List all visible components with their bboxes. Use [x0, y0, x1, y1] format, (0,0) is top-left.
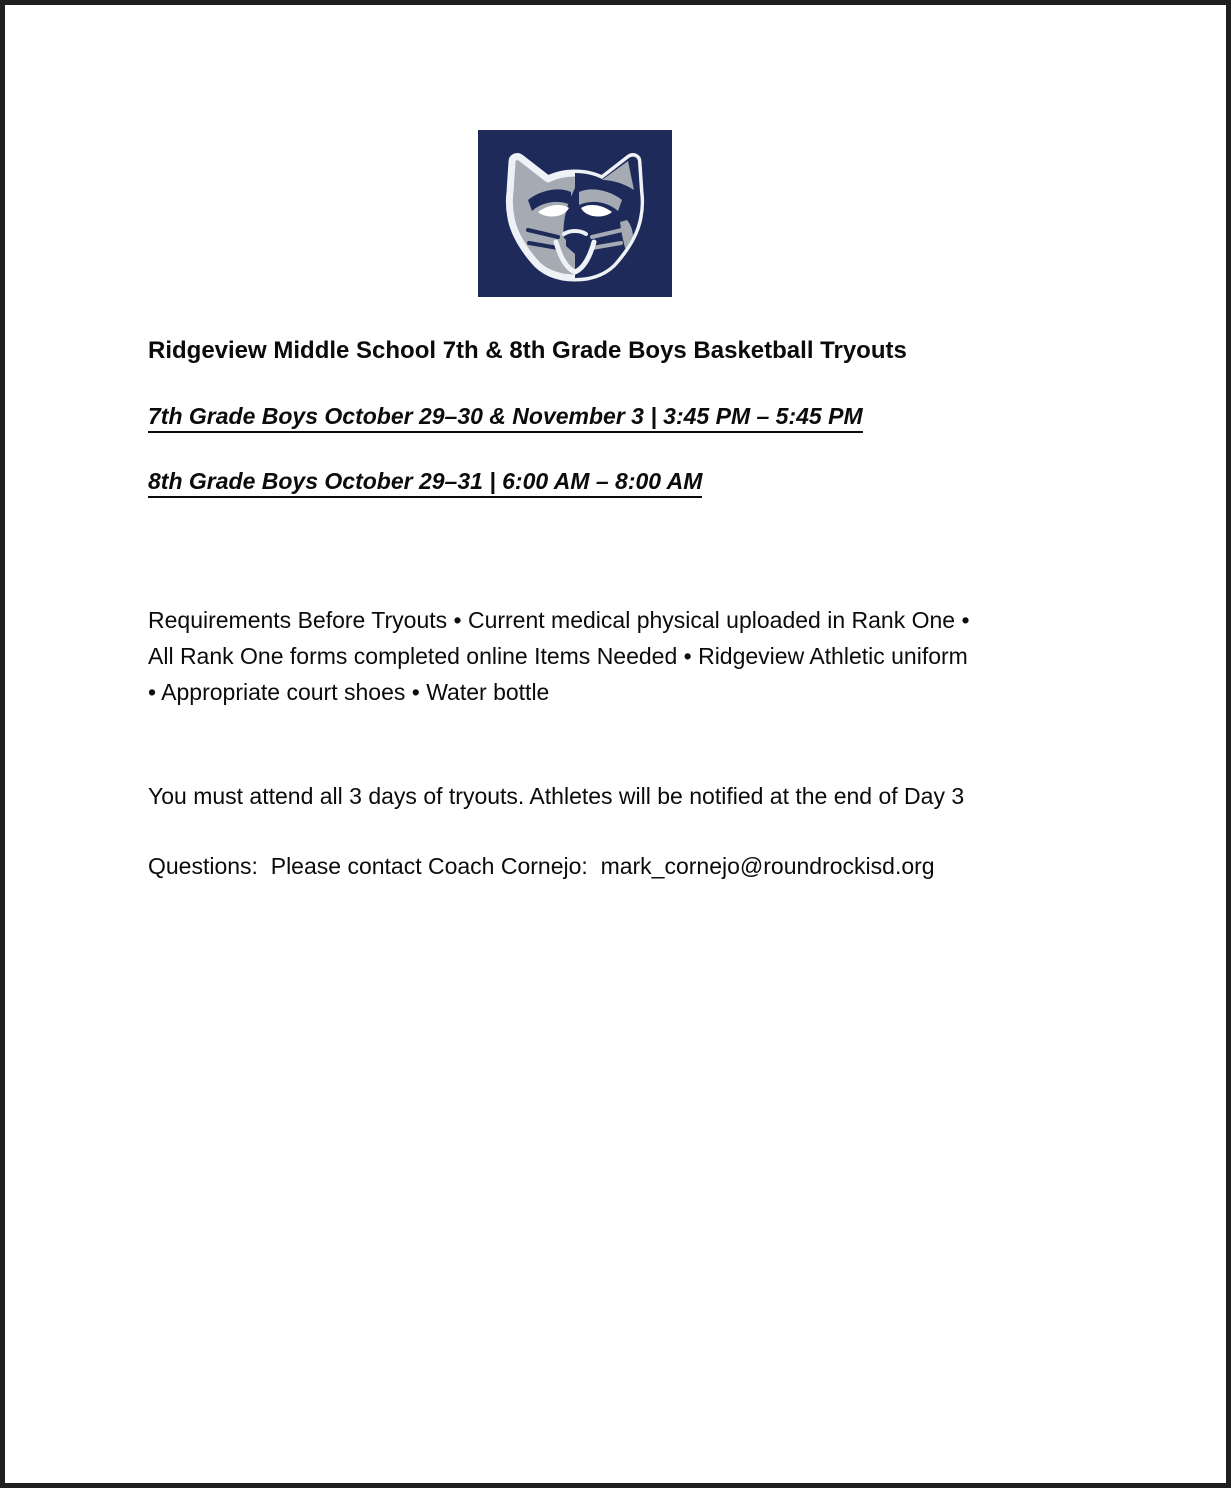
schedule-7th-grade — [148, 402, 1086, 430]
schedule-7th-grade-text: 7th Grade Boys October 29–30 & November 3 | 3:45 PM – 5:45 PM — [148, 403, 863, 433]
schedule-8th-grade-text: 8th Grade Boys October 29–31 | 6:00 AM – 8:00 AM — [148, 468, 702, 498]
page-title: Ridgeview Middle School 7th & 8th Grade Boys Basketball Tryouts — [148, 337, 907, 364]
attendance-note: You must attend all 3 days of tryouts. Athletes will be notified at the end of Day 3 — [148, 783, 965, 809]
panther-logo-image — [478, 130, 672, 297]
requirements-line-3: • Appropriate court shoes • Water bottle — [148, 679, 550, 705]
panther-logo — [478, 130, 672, 297]
requirements-line-2: All Rank One forms completed online Items Needed • Ridgeview Athletic uniform — [148, 643, 968, 669]
contact-line: Questions: Please contact Coach Cornejo: mark_cornejo@roundrockisd.org — [148, 853, 935, 879]
schedule-8th-grade — [148, 467, 1086, 495]
requirements-paragraph — [148, 602, 1086, 710]
requirements-line-1: Requirements Before Tryouts • Current medical physical uploaded in Rank One • — [148, 607, 970, 633]
